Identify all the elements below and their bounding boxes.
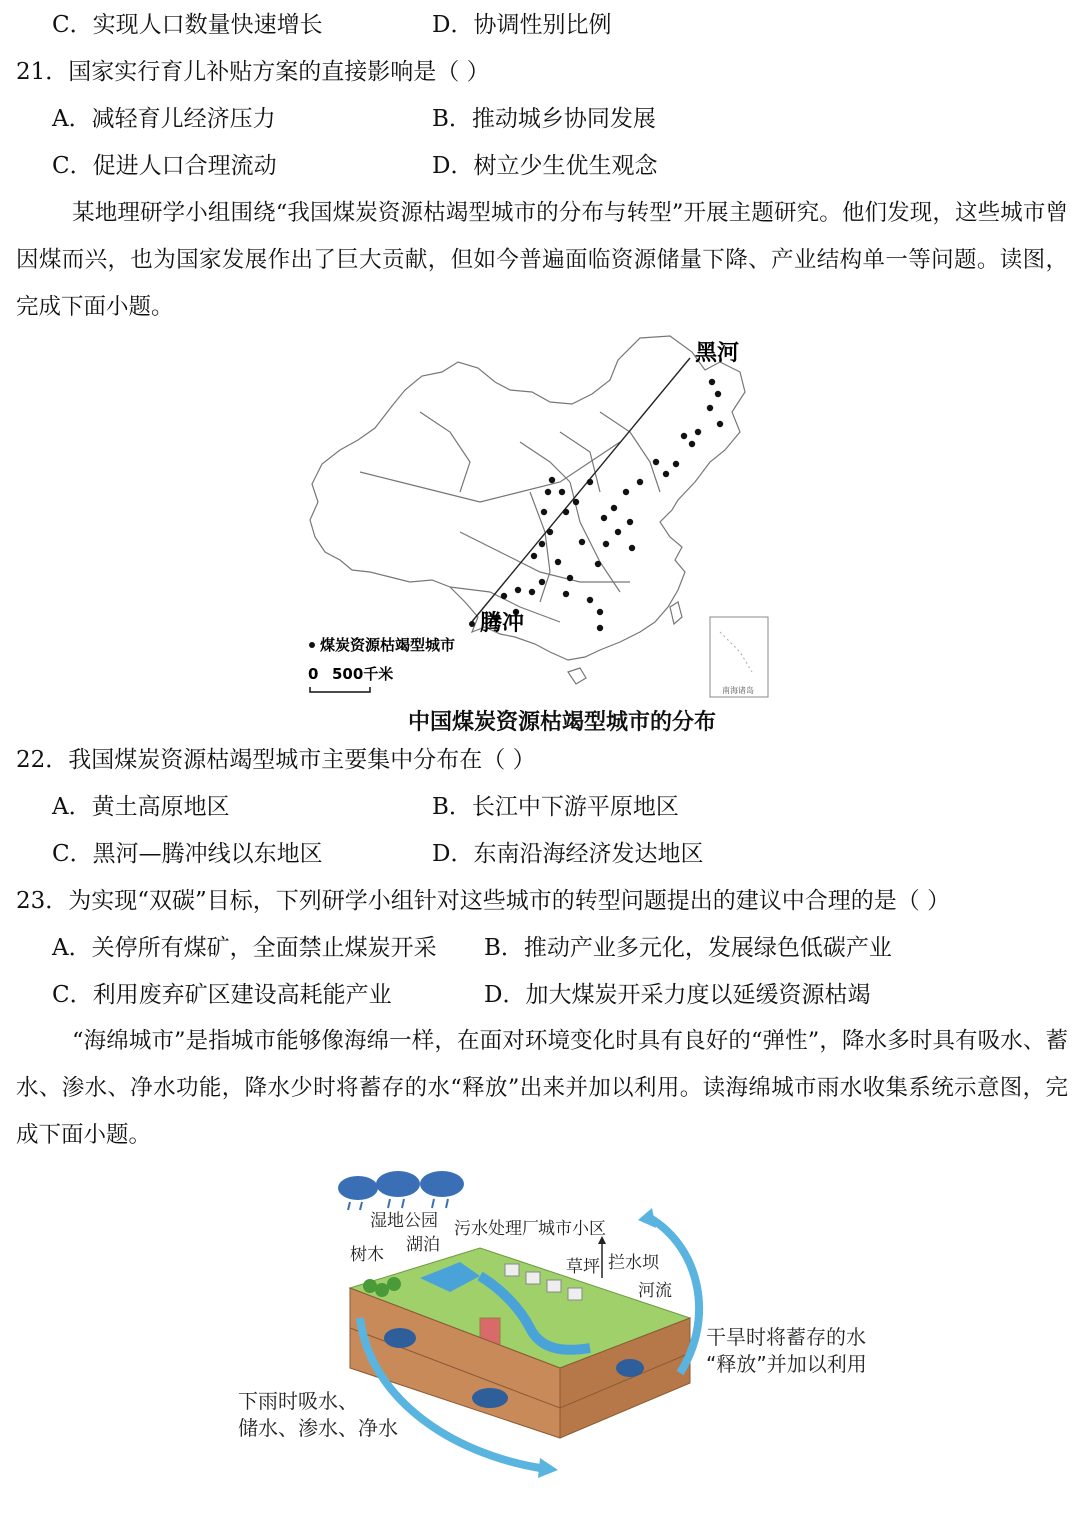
rain-note-line-2: 储水、渗水、净水 xyxy=(238,1416,398,1440)
city-dot xyxy=(695,429,701,435)
sponge-city-diagram xyxy=(330,1168,710,1518)
china-outline xyxy=(310,336,745,660)
city-dot xyxy=(515,587,521,593)
q21-option-a: A．减轻育儿经济压力 xyxy=(52,106,276,132)
city-dot xyxy=(597,609,603,615)
taiwan-outline xyxy=(670,602,682,624)
city-dot xyxy=(595,561,601,567)
city-dot xyxy=(573,499,579,505)
drought-note-line-1: 干旱时将蓄存的水 xyxy=(706,1325,866,1349)
city-dot xyxy=(615,529,621,535)
city-dot xyxy=(545,489,551,495)
q21-stem: 21．国家实行育儿补贴方案的直接影响是（ ） xyxy=(16,59,490,85)
city-dot xyxy=(541,509,547,515)
city-dot xyxy=(563,509,569,515)
sewage-plant-label: 污水处理厂 xyxy=(454,1219,539,1239)
city-dot xyxy=(597,625,603,631)
city-dot xyxy=(587,479,593,485)
city-dot xyxy=(653,459,659,465)
city-dot xyxy=(547,529,553,535)
q21-option-b: B．推动城乡协同发展 xyxy=(432,106,656,132)
city-dot xyxy=(531,553,537,559)
q22-option-d: D．东南沿海经济发达地区 xyxy=(432,841,704,867)
city-dot xyxy=(539,579,545,585)
rain-note-line-1: 下雨时吸水、 xyxy=(238,1389,358,1413)
community-label: 城市小区 xyxy=(538,1219,606,1239)
q22-option-c: C．黑河—腾冲线以东地区 xyxy=(52,841,323,867)
legend-dot xyxy=(309,642,315,648)
scale-text: 500千米 xyxy=(332,665,394,683)
q22-option-a: A．黄土高原地区 xyxy=(52,794,230,820)
drought-note xyxy=(706,1324,867,1378)
city-dot xyxy=(627,519,633,525)
hainan-outline xyxy=(568,668,586,684)
city-dot xyxy=(539,541,545,547)
city-dot xyxy=(663,471,669,477)
city-dot xyxy=(689,441,695,447)
city-dot xyxy=(637,479,643,485)
map-caption: 中国煤炭资源枯竭型城市的分布 xyxy=(408,710,717,735)
city-dot xyxy=(601,515,607,521)
city-dot xyxy=(563,591,569,597)
city-dot xyxy=(629,545,635,551)
heihe-tengchong-line xyxy=(470,358,690,624)
q23-option-c: C．利用废弃矿区建设高耗能产业 xyxy=(52,982,392,1008)
q20-option-c: C．实现人口数量快速增长 xyxy=(52,12,323,38)
city-dot xyxy=(587,597,593,603)
city-dot xyxy=(529,589,535,595)
city-dot xyxy=(559,489,565,495)
city-dot xyxy=(501,593,507,599)
scale-bar xyxy=(310,687,370,692)
river-label: 河流 xyxy=(638,1281,672,1301)
coal-city-intro xyxy=(16,190,1068,331)
rain-note xyxy=(238,1388,398,1442)
city-dot xyxy=(681,433,687,439)
legend-text: 煤炭资源枯竭型城市 xyxy=(320,636,456,654)
china-coal-city-map xyxy=(300,332,780,702)
sponge-city-intro xyxy=(16,1018,1068,1159)
rain-clouds xyxy=(338,1171,464,1210)
q23-option-d: D．加大煤炭开采力度以延缓资源枯竭 xyxy=(484,982,871,1008)
heihe-label: 黑河 xyxy=(695,341,740,366)
q21-option-c: C．促进人口合理流动 xyxy=(52,153,277,179)
scale-zero: 0 xyxy=(308,665,319,683)
inset-label: 南海诸岛 xyxy=(722,686,754,695)
q22-option-b: B．长江中下游平原地区 xyxy=(432,794,679,820)
city-dot xyxy=(709,379,715,385)
city-dot xyxy=(717,421,723,427)
city-dot xyxy=(707,405,713,411)
city-dot xyxy=(715,391,721,397)
coal-city-intro-text: 某地理研学小组围绕“我国煤炭资源枯竭型城市的分布与转型”开展主题研究。他们发现，这些城市曾因煤而兴，也为国家发展作出了巨大贡献，但如今普遍面临资源储量下降、产业结构单一等问题。读图，完成下面小题。 xyxy=(16,200,1068,320)
city-dot xyxy=(611,505,617,511)
city-dot xyxy=(603,541,609,547)
dam-label: 拦水坝 xyxy=(608,1253,659,1273)
q23-option-a: A．关停所有煤矿，全面禁止煤炭开采 xyxy=(52,935,437,961)
q20-option-d: D．协调性别比例 xyxy=(432,12,612,38)
drought-note-line-2: “释放”并加以利用 xyxy=(706,1352,867,1376)
trees-label: 树木 xyxy=(350,1245,384,1265)
q22-stem: 22．我国煤炭资源枯竭型城市主要集中分布在（ ） xyxy=(16,747,536,773)
q21-option-d: D．树立少生优生观念 xyxy=(432,153,658,179)
lawn-label: 草坪 xyxy=(566,1257,600,1277)
q23-option-b: B．推动产业多元化，发展绿色低碳产业 xyxy=(484,935,892,961)
city-dot xyxy=(623,489,629,495)
wetland-park-label: 湿地公园 xyxy=(370,1211,438,1231)
city-dot xyxy=(555,559,561,565)
lake-label: 湖泊 xyxy=(406,1235,440,1255)
q23-stem: 23．为实现“双碳”目标，下列研学小组针对这些城市的转型问题提出的建议中合理的是（ ） xyxy=(16,888,951,914)
tengchong-dot xyxy=(469,621,475,627)
city-dot xyxy=(549,477,555,483)
city-dot xyxy=(567,575,573,581)
sponge-city-intro-text: “海绵城市”是指城市能够像海绵一样，在面对环境变化时具有良好的“弹性”，降水多时具有吸水、蓄水、渗水、净水功能，降水少时将蓄存的水“释放”出来并加以利用。读海绵城市雨水收集系统示意图，完成下面小题。 xyxy=(16,1028,1068,1148)
south-china-sea-inset xyxy=(710,617,768,697)
city-dot xyxy=(673,461,679,467)
city-dot xyxy=(579,539,585,545)
tengchong-label: 腾冲 xyxy=(480,611,525,636)
